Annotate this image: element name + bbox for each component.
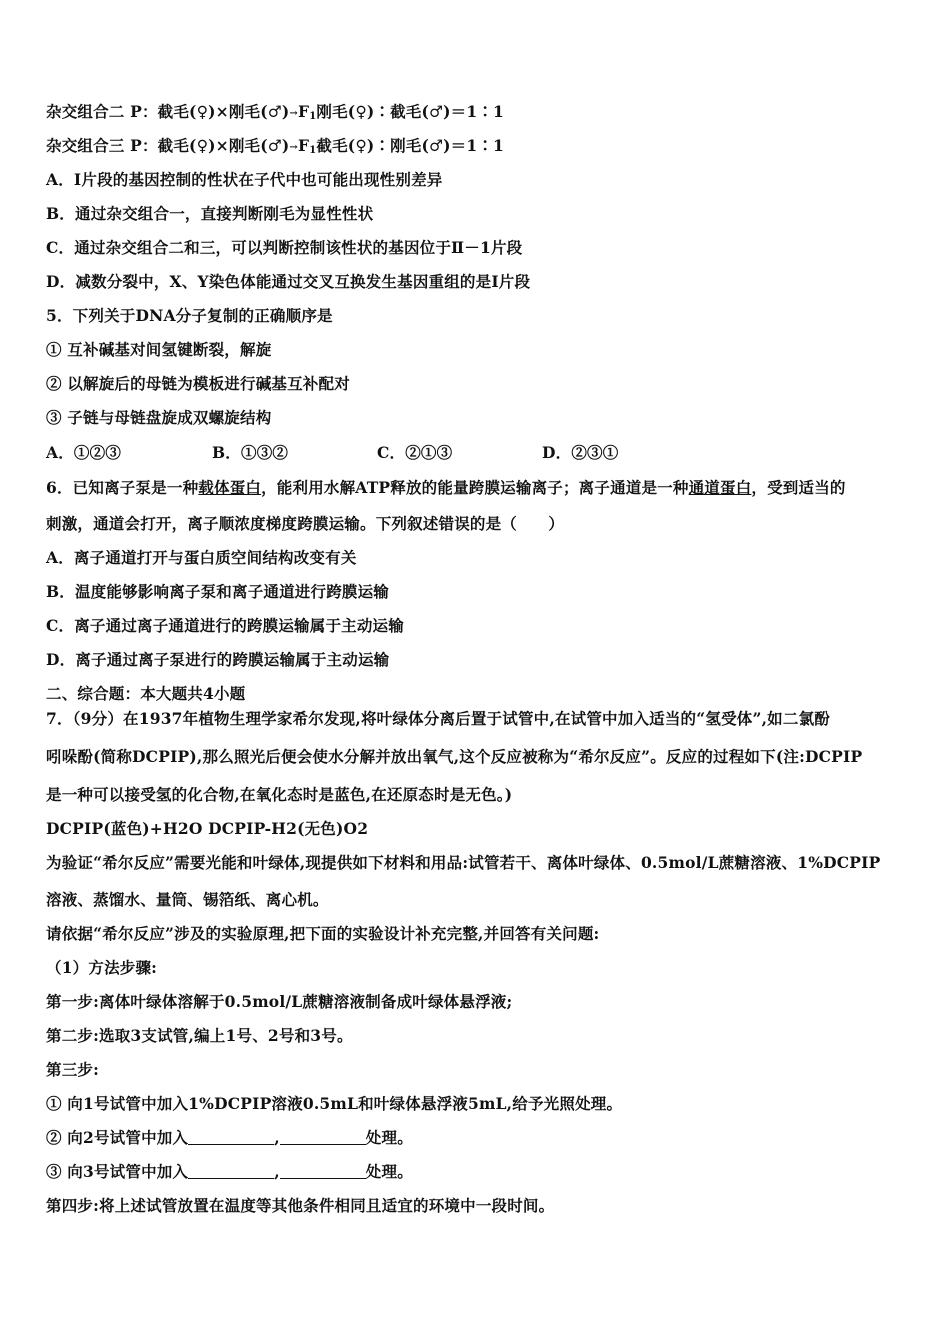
cross-combination-3 xyxy=(46,136,504,161)
answer-blank[interactable] xyxy=(188,1164,274,1179)
q6-option-c: C．离子通过离子通道进行的跨膜运输属于主动运输 xyxy=(46,616,404,635)
cross2-f-sub: 1 xyxy=(309,111,317,122)
q6-stem-part1: 6．已知离子泵是一种 xyxy=(46,478,199,497)
cross3-f-sub: 1 xyxy=(309,145,317,156)
q4-option-d: D．减数分裂中，X、Y染色体能通过交叉互换发生基因重组的是Ⅰ片段 xyxy=(46,272,531,291)
q4-option-b: B．通过杂交组合一，直接判断刚毛为显性性状 xyxy=(46,204,374,223)
answer-blank[interactable] xyxy=(280,1164,366,1179)
q7-tube3-prefix: ③ 向3号试管中加入 xyxy=(46,1162,189,1181)
arrow-icon: → xyxy=(289,142,298,153)
q7-equation: DCPIP(蓝色)+H2O DCPIP-H2(无色)O2 xyxy=(46,819,369,838)
q6-stem-line1 xyxy=(46,478,846,498)
q6-term-carrier-protein: 载体蛋白 xyxy=(198,478,262,497)
cross3-prefix: 杂交组合三 P：截毛(♀)×刚毛(♂) xyxy=(46,136,290,155)
q5-option-c: C．②①③ xyxy=(377,443,453,462)
q5-stem: 5．下列关于DNA分子复制的正确顺序是 xyxy=(46,306,333,325)
q5-option-b: B．①③② xyxy=(212,443,289,462)
q5-option-d: D．②③① xyxy=(542,443,619,462)
section-2-heading: 二、综合题：本大题共4小题 xyxy=(46,684,246,703)
q7-line2: 吲哚酚(简称DCPIP),那么照光后便会使水分解并放出氧气,这个反应被称为“希尔反应”。反应的过程如下(注:DCPIP xyxy=(46,747,863,766)
cross-combination-2 xyxy=(46,102,504,127)
q7-tube2-suffix: 处理。 xyxy=(365,1128,413,1147)
comma: , xyxy=(274,1128,280,1147)
q7-line5: 为验证“希尔反应”需要光能和叶绿体,现提供如下材料和用品:试管若干、离体叶绿体、0.5mol/L蔗糖溶液、1%DCPIP xyxy=(46,853,881,872)
q7-tube2 xyxy=(46,1128,413,1148)
answer-blank[interactable] xyxy=(280,1130,366,1145)
q5-options xyxy=(46,443,618,463)
q7-line7: 请依据“希尔反应”涉及的实验原理,把下面的实验设计补充完整,并回答有关问题: xyxy=(46,924,600,943)
comma: , xyxy=(274,1162,280,1181)
q5-step-3: ③ 子链与母链盘旋成双螺旋结构 xyxy=(46,408,272,427)
q7-step1: 第一步:离体叶绿体溶解于0.5mol/L蔗糖溶液制备成叶绿体悬浮液; xyxy=(46,992,513,1011)
q4-option-a: A．Ⅰ片段的基因控制的性状在子代中也可能出现性别差异 xyxy=(46,170,443,189)
q7-tube2-prefix: ② 向2号试管中加入 xyxy=(46,1128,189,1147)
cross3-result: 截毛(♀)∶刚毛(♂)＝1∶1 xyxy=(316,136,505,155)
q6-stem-part2: ，能利用水解ATP释放的能量跨膜运输离子；离子通道是一种 xyxy=(261,478,689,497)
cross2-prefix: 杂交组合二 P：截毛(♀)×刚毛(♂) xyxy=(46,102,290,121)
q7-tube1: ① 向1号试管中加入1%DCPIP溶液0.5mL和叶绿体悬浮液5mL,给予光照处理。 xyxy=(46,1094,623,1113)
q5-step-1: ① 互补碱基对间氢键断裂，解旋 xyxy=(46,340,272,359)
q7-step3: 第三步: xyxy=(46,1060,100,1079)
arrow-icon: → xyxy=(289,108,298,119)
q7-step2: 第二步:选取3支试管,编上1号、2号和3号。 xyxy=(46,1026,353,1045)
q7-tube3 xyxy=(46,1162,413,1182)
q5-step-2: ② 以解旋后的母链为模板进行碱基互补配对 xyxy=(46,374,350,393)
q7-part1-heading: （1）方法步骤: xyxy=(46,958,158,977)
q4-option-c: C．通过杂交组合二和三，可以判断控制该性状的基因位于Ⅱ－1片段 xyxy=(46,238,523,257)
q6-stem-part3: ，受到适当的 xyxy=(751,478,846,497)
q7-line1: 7．（9分）在1937年植物生理学家希尔发现,将叶绿体分离后置于试管中,在试管中加入适当的“氢受体”,如二氯酚 xyxy=(46,709,830,728)
q5-option-a: A．①②③ xyxy=(46,443,122,462)
q7-line6: 溶液、蒸馏水、量筒、锡箔纸、离心机。 xyxy=(46,890,329,909)
answer-blank[interactable] xyxy=(188,1130,274,1145)
q6-term-channel-protein: 通道蛋白 xyxy=(688,478,752,497)
q6-option-a: A．离子通道打开与蛋白质空间结构改变有关 xyxy=(46,548,357,567)
q6-option-d: D．离子通过离子泵进行的跨膜运输属于主动运输 xyxy=(46,650,390,669)
q6-stem-line2: 刺激，通道会打开，离子顺浓度梯度跨膜运输。下列叙述错误的是（ ） xyxy=(46,514,565,533)
q6-option-b: B．温度能够影响离子泵和离子通道进行跨膜运输 xyxy=(46,582,390,601)
q7-line3: 是一种可以接受氢的化合物,在氧化态时是蓝色,在还原态时是无色。) xyxy=(46,785,513,804)
cross3-f: F xyxy=(298,136,310,155)
q7-tube3-suffix: 处理。 xyxy=(365,1162,413,1181)
cross2-f: F xyxy=(298,102,310,121)
q7-step4: 第四步:将上述试管放置在温度等其他条件相同且适宜的环境中一段时间。 xyxy=(46,1196,555,1215)
cross2-result: 刚毛(♀)∶截毛(♂)＝1∶1 xyxy=(316,102,505,121)
